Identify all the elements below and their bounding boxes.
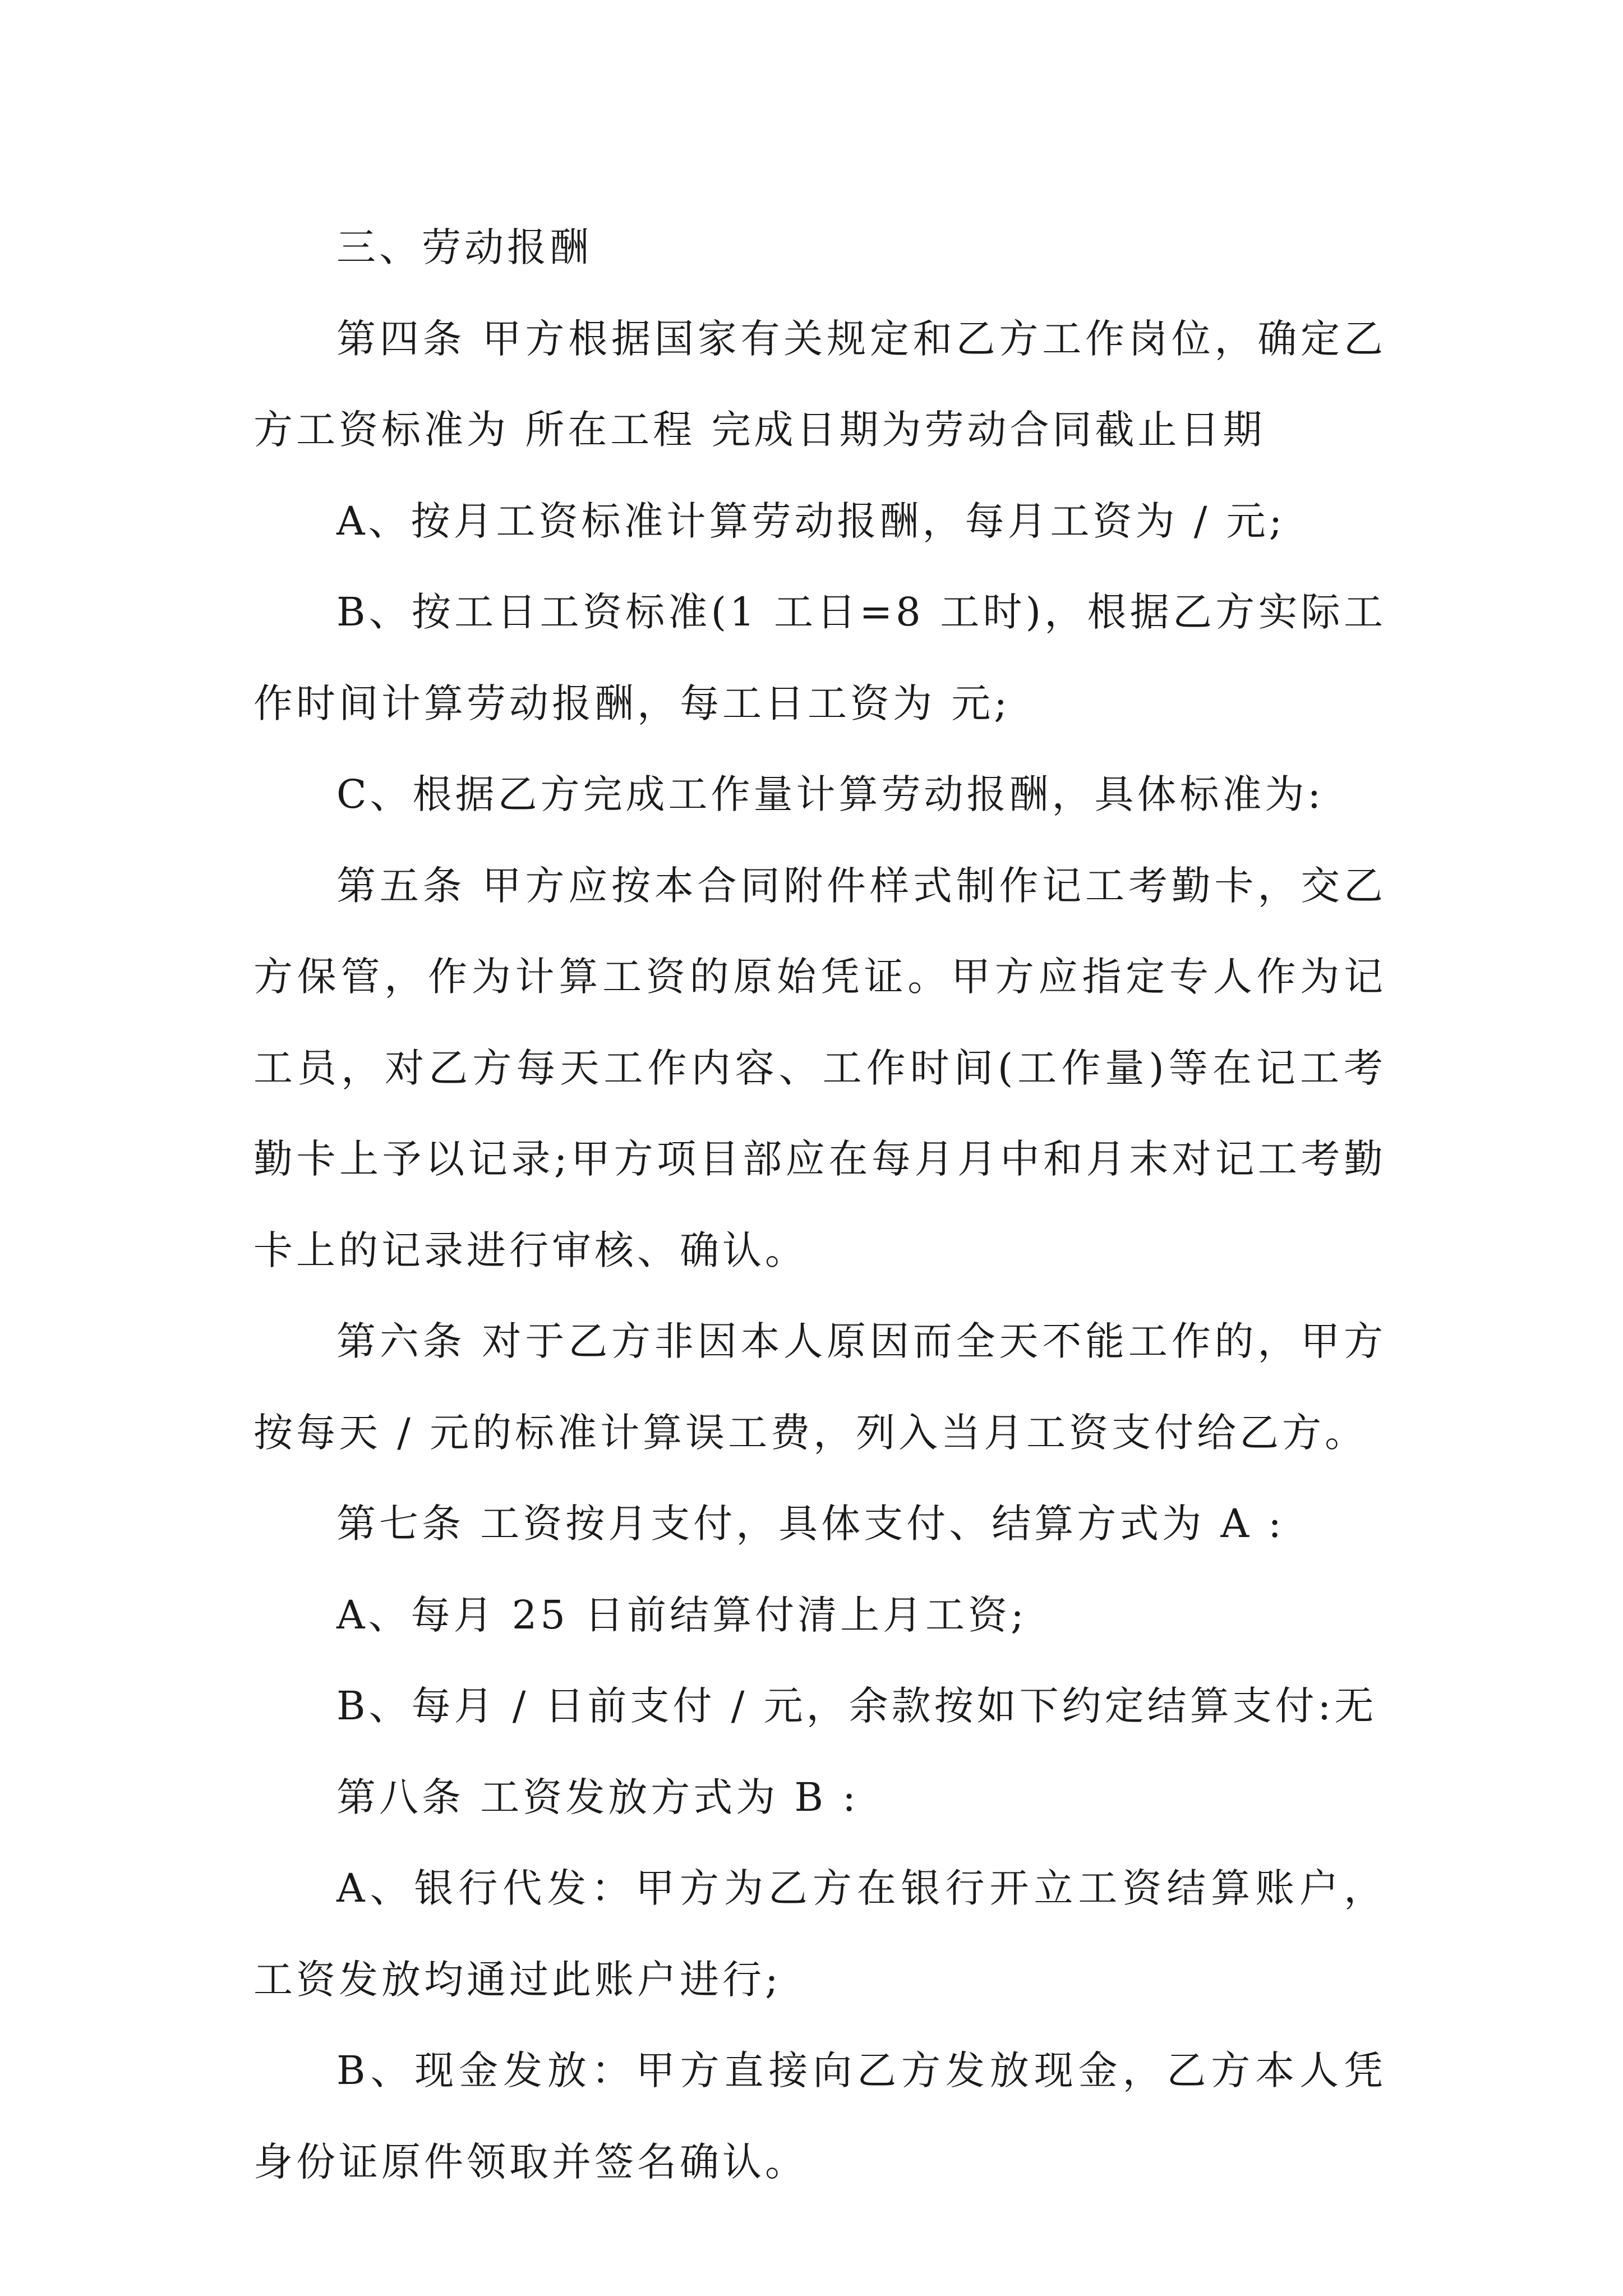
article-7-option-b: B、每月 / 日前支付 / 元，余款按如下约定结算支付:无 — [336, 1683, 1377, 1729]
article-8-option-b: B、现金发放：甲方直接向乙方发放现金，乙方本人凭身份证原件领取并签名确认。 — [253, 2047, 1386, 2185]
article-5: 第五条 甲方应按本合同附件样式制作记工考勤卡，交乙方保管，作为计算工资的原始凭证。甲方应指定专人作为记工员，对乙方每天工作内容、工作时间(工作量)等在记工考勤卡上予以记录;甲方项目部应在每月月中和月末对记工考勤卡上的记录进行审核、确认。 — [253, 862, 1386, 1273]
article-7: 第七条 工资按月支付，具体支付、结算方式为 A : — [336, 1501, 1285, 1547]
article-4-option-c: C、根据乙方完成工作量计算劳动报酬，具体标准为: — [336, 771, 1325, 817]
section-heading: 三、劳动报酬 — [336, 224, 592, 270]
article-4-option-b: B、按工日工资标准(1 工日=8 工时)，根据乙方实际工作时间计算劳动报酬，每工日工资为 元; — [253, 589, 1386, 726]
article-4: 第四条 甲方根据国家有关规定和乙方工作岗位，确定乙方工资标准为 所在工程 完成日期为劳动合同截止日期 — [253, 315, 1386, 453]
article-4-option-a: A、按月工资标准计算劳动报酬，每月工资为 / 元; — [336, 498, 1286, 544]
article-7-option-a: A、每月 25 日前结算付清上月工资; — [336, 1591, 1027, 1638]
article-8-option-a: A、银行代发：甲方为乙方在银行开立工资结算账户，工资发放均通过此账户进行; — [253, 1865, 1386, 2003]
document-body — [253, 202, 1386, 2207]
article-8: 第八条 工资发放方式为 B : — [336, 1774, 859, 1820]
article-6: 第六条 对于乙方非因本人原因而全天不能工作的，甲方按每天 / 元的标准计算误工费，列入当月工资支付给乙方。 — [253, 1318, 1386, 1456]
